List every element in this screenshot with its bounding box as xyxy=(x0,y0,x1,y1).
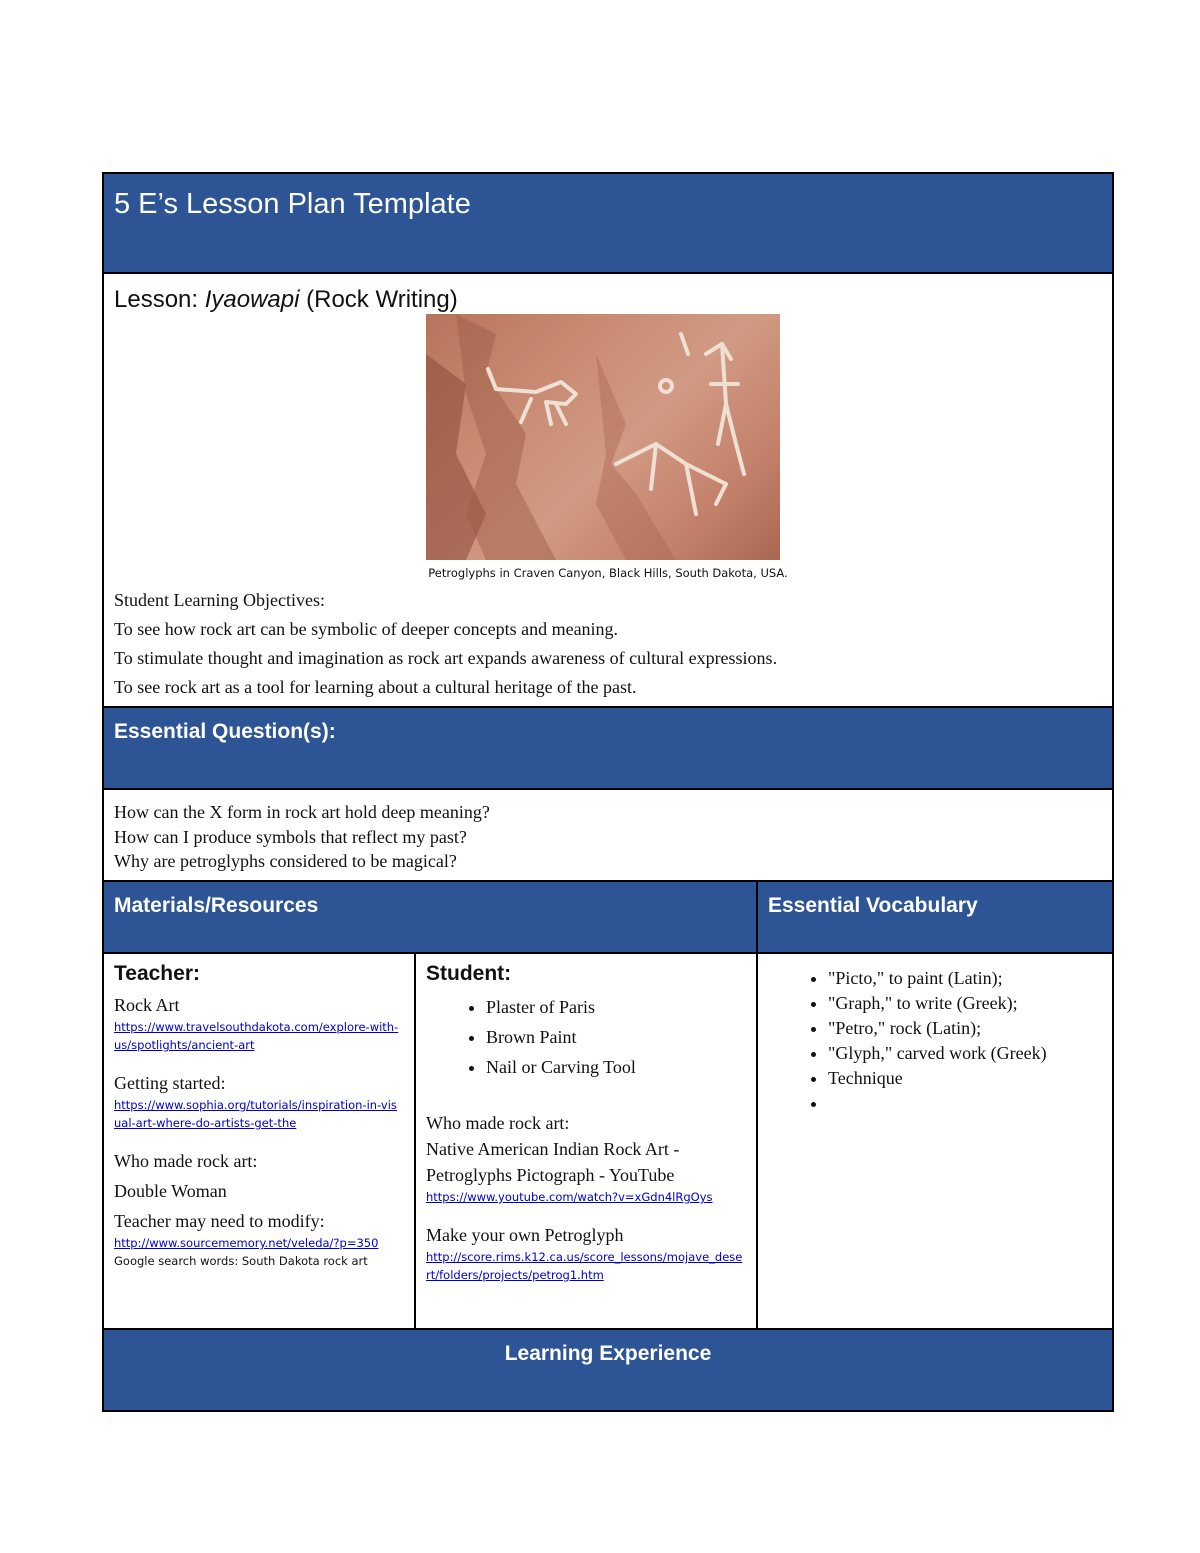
vocab-item xyxy=(828,1091,1102,1116)
vocabulary-heading: Essential Vocabulary xyxy=(768,894,978,917)
travel-south-dakota-link[interactable]: https://www.travelsouthdakota.com/explore-with-us/spotlights/ancient-art xyxy=(114,1020,399,1052)
source-memory-link[interactable]: http://www.sourcememory.net/veleda/?p=350 xyxy=(114,1236,379,1250)
page-title: 5 E’s Lesson Plan Template xyxy=(114,188,471,220)
make-petroglyph-label: Make your own Petroglyph xyxy=(426,1225,624,1245)
essential-questions-heading: Essential Question(s): xyxy=(114,720,336,743)
vocab-item: • "Petro," rock (Latin); xyxy=(828,1016,1102,1041)
vocab-item: • "Picto," to paint (Latin); xyxy=(828,966,1102,991)
photo-caption: Petroglyphs in Craven Canyon, Black Hills, South Dakota, USA. xyxy=(428,566,788,580)
lesson-plan-table xyxy=(102,172,1114,1412)
list-item: • Nail or Carving Tool xyxy=(486,1052,746,1082)
score-lesson-link[interactable]: http://score.rims.k12.ca.us/score_lessons/mojave_desert/folders/projects/petrog1.htm xyxy=(426,1250,743,1282)
teacher-heading: Teacher: xyxy=(114,962,200,985)
learning-objectives xyxy=(114,586,777,702)
vocabulary-header xyxy=(758,882,1112,952)
vocab-item: • "Graph," to write (Greek); xyxy=(828,991,1102,1016)
student-heading: Student: xyxy=(426,962,512,985)
teacher-column xyxy=(104,954,416,1328)
modify-label: Teacher may need to modify: xyxy=(114,1211,325,1231)
list-item: • Plaster of Paris xyxy=(486,992,746,1022)
petroglyph-photo xyxy=(426,314,780,560)
objective-item: To see rock art as a tool for learning about a cultural heritage of the past. xyxy=(114,677,637,697)
double-woman-label: Double Woman xyxy=(114,1181,227,1201)
essential-questions-body xyxy=(104,790,1112,882)
learning-experience-heading: Learning Experience xyxy=(504,1342,712,1365)
materials-header xyxy=(104,882,758,952)
learning-experience-header xyxy=(104,1330,1112,1410)
youtube-video-link[interactable]: https://www.youtube.com/watch?v=xGdn4lRgOys xyxy=(426,1190,713,1204)
who-made-label: Who made rock art: xyxy=(114,1151,258,1171)
question-item: How can the X form in rock art hold deep meaning? xyxy=(114,802,490,822)
list-item: • Brown Paint xyxy=(486,1022,746,1052)
student-materials-list xyxy=(426,992,746,1082)
vocab-item: • "Glyph," carved work (Greek) xyxy=(828,1041,1102,1066)
rock-art-label: Rock Art xyxy=(114,995,180,1015)
sophia-tutorial-link[interactable]: https://www.sophia.org/tutorials/inspiration-in-visual-art-where-do-artists-get-the xyxy=(114,1098,397,1130)
student-who-made-label: Who made rock art: xyxy=(426,1113,570,1133)
lesson-prefix: Lesson: xyxy=(114,286,205,313)
lesson-section xyxy=(104,274,1112,708)
lesson-suffix: (Rock Writing) xyxy=(299,286,458,313)
vocabulary-list xyxy=(798,966,1102,1116)
resources-vocab-content-row xyxy=(104,954,1112,1330)
resources-vocab-header-row xyxy=(104,882,1112,954)
vocabulary-column xyxy=(758,954,1112,1328)
materials-heading: Materials/Resources xyxy=(114,894,319,917)
objective-item: To stimulate thought and imagination as rock art expands awareness of cultural expressions. xyxy=(114,648,778,668)
essential-questions-header xyxy=(104,708,1112,790)
vocab-item: • Technique xyxy=(828,1066,1102,1091)
video-title: Native American Indian Rock Art - Petroglyphs Pictograph - YouTube xyxy=(426,1139,680,1185)
question-item: How can I produce symbols that reflect my past? xyxy=(114,826,467,847)
lesson-name: Iyaowapi xyxy=(204,286,300,313)
objective-item: To see how rock art can be symbolic of deeper concepts and meaning. xyxy=(114,619,619,639)
lesson-title xyxy=(114,286,458,314)
getting-started-label: Getting started: xyxy=(114,1073,226,1093)
question-item: Why are petroglyphs considered to be magical? xyxy=(114,851,457,871)
title-header xyxy=(104,174,1112,274)
search-words-note: Google search words: South Dakota rock art xyxy=(114,1254,368,1268)
student-column xyxy=(416,954,758,1328)
objectives-heading: Student Learning Objectives: xyxy=(114,590,325,610)
